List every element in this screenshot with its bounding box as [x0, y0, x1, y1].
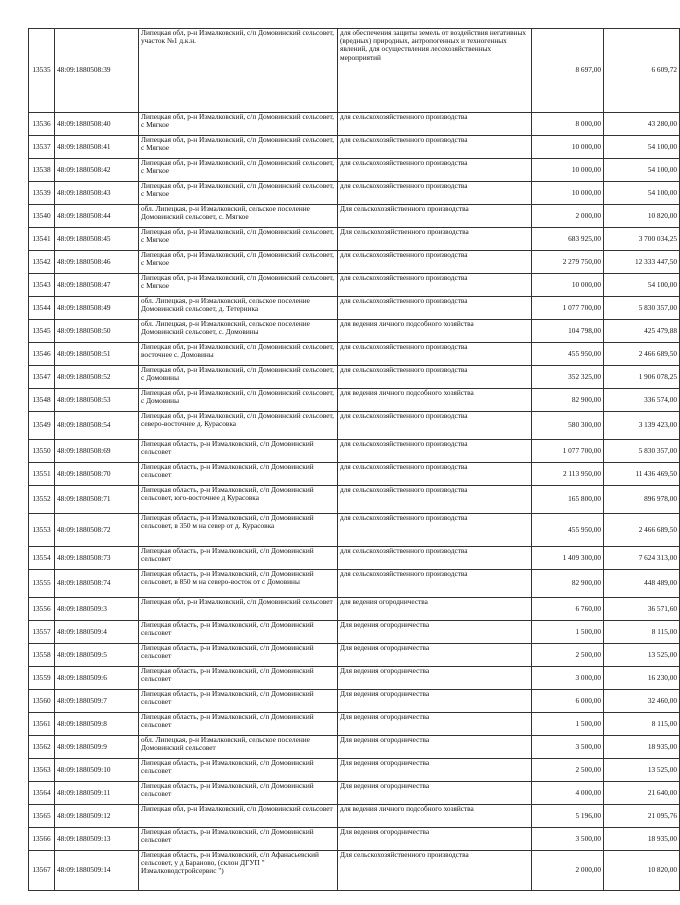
- table-row: [29, 547, 680, 570]
- cadastral-number-cell: 48:09:1880509:14: [55, 851, 139, 891]
- address-cell: Липецкая обл, р-н Измалковский, с/п Домовинский сельсовет, с Домовины: [139, 389, 338, 412]
- area-cell: 1 409 300,00: [532, 547, 604, 570]
- area-cell: 455 950,00: [532, 514, 604, 547]
- permitted-use-cell: для сельскохозяйственного производства: [338, 159, 532, 182]
- table-row: [29, 182, 680, 205]
- table-row: [29, 205, 680, 228]
- row-number-cell: 13552: [29, 486, 55, 514]
- address-cell: Липецкая обл, р-н Измалковский, с/п Домовинский сельсовет, с Мягкое: [139, 136, 338, 159]
- table-row: [29, 159, 680, 182]
- table-row: [29, 713, 680, 736]
- row-number-cell: 13567: [29, 851, 55, 891]
- cadastral-value-cell: 54 100,00: [604, 136, 680, 159]
- table-row: [29, 366, 680, 389]
- row-number-cell: 13548: [29, 389, 55, 412]
- cadastral-value-cell: 11 436 469,50: [604, 463, 680, 486]
- cadastral-number-cell: 48:09:1880508:49: [55, 297, 139, 320]
- table-row: [29, 759, 680, 782]
- cadastral-value-cell: 5 830 357,00: [604, 440, 680, 463]
- permitted-use-cell: для сельскохозяйственного производства: [338, 486, 532, 514]
- table-row: [29, 412, 680, 440]
- cadastral-number-cell: 48:09:1880509:12: [55, 805, 139, 828]
- cadastral-number-cell: 48:09:1880508:53: [55, 389, 139, 412]
- address-cell: Липецкая область, р-н Измалковский, с/п Домовинский сельсовет, юго-восточнее д Курасовка: [139, 486, 338, 514]
- area-cell: 6 000,00: [532, 690, 604, 713]
- permitted-use-cell: для ведения личного подсобного хозяйства: [338, 389, 532, 412]
- area-cell: 10 000,00: [532, 136, 604, 159]
- area-cell: 3 000,00: [532, 667, 604, 690]
- permitted-use-cell: для ведения личного подсобного хозяйства: [338, 805, 532, 828]
- area-cell: 165 800,00: [532, 486, 604, 514]
- address-cell: Липецкая область, р-н Измалковский, с/п Афанасьевский сельсовет, у д Бараново, (склон ДГУП " Измалководстройсервис "): [139, 851, 338, 891]
- address-cell: Липецкая обл, р-н Измалковский, с/п Домовинский сельсовет, с Мягкое: [139, 159, 338, 182]
- row-number-cell: 13542: [29, 251, 55, 274]
- area-cell: 683 925,00: [532, 228, 604, 251]
- cadastral-value-cell: 18 935,00: [604, 828, 680, 851]
- permitted-use-cell: для обеспечения защиты земель от воздействия негативных (вредных) природных, антропогенных и техногенных явлений, для осуществления лесохозяйственных мероприятий: [338, 29, 532, 113]
- cadastral-value-cell: 10 820,00: [604, 851, 680, 891]
- table-row: [29, 828, 680, 851]
- cadastral-number-cell: 48:09:1880508:42: [55, 159, 139, 182]
- area-cell: 82 900,00: [532, 389, 604, 412]
- cadastral-number-cell: 48:09:1880508:44: [55, 205, 139, 228]
- address-cell: Липецкая область, р-н Измалковский, с/п Домовинский сельсовет, в 850 м на северо-восток от с Домовины: [139, 570, 338, 598]
- table-row: [29, 805, 680, 828]
- table-row: [29, 598, 680, 621]
- area-cell: 3 500,00: [532, 736, 604, 759]
- permitted-use-cell: Для ведения огородничества: [338, 621, 532, 644]
- permitted-use-cell: Для ведения огородничества: [338, 759, 532, 782]
- cadastral-table: [28, 28, 680, 891]
- cadastral-value-cell: 896 978,00: [604, 486, 680, 514]
- address-cell: Липецкая область, р-н Измалковский, с/п Домовинский сельсовет: [139, 828, 338, 851]
- row-number-cell: 13561: [29, 713, 55, 736]
- area-cell: 455 950,00: [532, 343, 604, 366]
- cadastral-number-cell: 48:09:1880509:5: [55, 644, 139, 667]
- cadastral-value-cell: 36 571,60: [604, 598, 680, 621]
- area-cell: 1 077 700,00: [532, 297, 604, 320]
- cadastral-number-cell: 48:09:1880508:70: [55, 463, 139, 486]
- table-row: [29, 113, 680, 136]
- row-number-cell: 13551: [29, 463, 55, 486]
- area-cell: 10 000,00: [532, 159, 604, 182]
- cadastral-value-cell: 5 830 357,00: [604, 297, 680, 320]
- cadastral-value-cell: 8 115,00: [604, 713, 680, 736]
- cadastral-number-cell: 48:09:1880508:73: [55, 547, 139, 570]
- table-row: [29, 29, 680, 113]
- permitted-use-cell: для сельскохозяйственного производства: [338, 366, 532, 389]
- table-row: [29, 667, 680, 690]
- cadastral-value-cell: 8 115,00: [604, 621, 680, 644]
- cadastral-number-cell: 48:09:1880508:74: [55, 570, 139, 598]
- cadastral-value-cell: 18 935,00: [604, 736, 680, 759]
- area-cell: 8 697,00: [532, 29, 604, 113]
- row-number-cell: 13564: [29, 782, 55, 805]
- address-cell: Липецкая область, р-н Измалковский, с/п Домовинский сельсовет: [139, 440, 338, 463]
- area-cell: 2 113 950,00: [532, 463, 604, 486]
- cadastral-value-cell: 425 479,88: [604, 320, 680, 343]
- area-cell: 5 196,00: [532, 805, 604, 828]
- address-cell: Липецкая область, р-н Измалковский, с/п Домовинский сельсовет: [139, 621, 338, 644]
- cadastral-value-cell: 32 460,00: [604, 690, 680, 713]
- address-cell: Липецкая область, р-н Измалковский, с/п Домовинский сельсовет: [139, 463, 338, 486]
- address-cell: Липецкая обл, р-н Измалковский, с/п Домовинский сельсовет, северо-восточнее д. Курасовка: [139, 412, 338, 440]
- table-row: [29, 389, 680, 412]
- table-row: [29, 486, 680, 514]
- address-cell: Липецкая область, р-н Измалковский, с/п Домовинский сельсовет: [139, 690, 338, 713]
- cadastral-value-cell: 3 139 423,00: [604, 412, 680, 440]
- table-row: [29, 463, 680, 486]
- table-row: [29, 851, 680, 891]
- permitted-use-cell: для сельскохозяйственного производства: [338, 440, 532, 463]
- cadastral-number-cell: 48:09:1880508:45: [55, 228, 139, 251]
- cadastral-number-cell: 48:09:1880508:46: [55, 251, 139, 274]
- cadastral-number-cell: 48:09:1880509:3: [55, 598, 139, 621]
- cadastral-value-cell: 16 230,00: [604, 667, 680, 690]
- area-cell: 10 000,00: [532, 274, 604, 297]
- row-number-cell: 13560: [29, 690, 55, 713]
- cadastral-number-cell: 48:09:1880508:52: [55, 366, 139, 389]
- cadastral-value-cell: 54 100,00: [604, 274, 680, 297]
- permitted-use-cell: для сельскохозяйственного производства: [338, 113, 532, 136]
- row-number-cell: 13555: [29, 570, 55, 598]
- address-cell: Липецкая область, р-н Измалковский, с/п Домовинский сельсовет: [139, 667, 338, 690]
- address-cell: Липецкая обл, р-н Измалковский, с/п Домовинский сельсовет: [139, 805, 338, 828]
- row-number-cell: 13558: [29, 644, 55, 667]
- cadastral-number-cell: 48:09:1880508:71: [55, 486, 139, 514]
- address-cell: Липецкая обл, р-н Измалковский, с/п Домовинский сельсовет, с Мягкое: [139, 228, 338, 251]
- permitted-use-cell: для ведения огородничества: [338, 598, 532, 621]
- row-number-cell: 13547: [29, 366, 55, 389]
- address-cell: Липецкая обл, р-н Измалковский, с/п Домовинский сельсовет, с Мягкое: [139, 274, 338, 297]
- address-cell: Липецкая область, р-н Измалковский, с/п Домовинский сельсовет: [139, 547, 338, 570]
- row-number-cell: 13543: [29, 274, 55, 297]
- cadastral-value-cell: 10 820,00: [604, 205, 680, 228]
- area-cell: 6 760,00: [532, 598, 604, 621]
- permitted-use-cell: Для ведения огородничества: [338, 690, 532, 713]
- row-number-cell: 13539: [29, 182, 55, 205]
- cadastral-value-cell: 336 574,00: [604, 389, 680, 412]
- cadastral-number-cell: 48:09:1880508:40: [55, 113, 139, 136]
- cadastral-number-cell: 48:09:1880509:8: [55, 713, 139, 736]
- permitted-use-cell: Для сельскохозяйственного производства: [338, 205, 532, 228]
- cadastral-number-cell: 48:09:1880509:6: [55, 667, 139, 690]
- cadastral-number-cell: 48:09:1880508:69: [55, 440, 139, 463]
- cadastral-number-cell: 48:09:1880508:41: [55, 136, 139, 159]
- row-number-cell: 13546: [29, 343, 55, 366]
- permitted-use-cell: Для ведения огородничества: [338, 828, 532, 851]
- address-cell: обл. Липецкая, р-н Измалковский, сельское поселение Домовинский сельсовет, с. Домовины: [139, 320, 338, 343]
- row-number-cell: 13559: [29, 667, 55, 690]
- table-row: [29, 570, 680, 598]
- area-cell: 2 000,00: [532, 205, 604, 228]
- table-row: [29, 690, 680, 713]
- area-cell: 82 900,00: [532, 570, 604, 598]
- address-cell: Липецкая обл, р-н Измалковский, с/п Домовинский сельсовет, восточнее с. Домовины: [139, 343, 338, 366]
- cadastral-value-cell: 21 640,00: [604, 782, 680, 805]
- area-cell: 8 000,00: [532, 113, 604, 136]
- permitted-use-cell: для сельскохозяйственного производства: [338, 182, 532, 205]
- table-row: [29, 514, 680, 547]
- area-cell: 10 000,00: [532, 182, 604, 205]
- area-cell: 3 500,00: [532, 828, 604, 851]
- permitted-use-cell: Для ведения огородничества: [338, 644, 532, 667]
- address-cell: Липецкая обл, р-н Измалковский, с/п Домовинский сельсовет: [139, 598, 338, 621]
- cadastral-number-cell: 48:09:1880509:10: [55, 759, 139, 782]
- cadastral-value-cell: 7 624 313,00: [604, 547, 680, 570]
- address-cell: Липецкая обл, р-н Измалковский, с/п Домовинский сельсовет, с Домовины: [139, 366, 338, 389]
- row-number-cell: 13549: [29, 412, 55, 440]
- table-body: [29, 29, 680, 891]
- row-number-cell: 13553: [29, 514, 55, 547]
- cadastral-number-cell: 48:09:1880508:54: [55, 412, 139, 440]
- area-cell: 2 500,00: [532, 644, 604, 667]
- area-cell: 1 500,00: [532, 713, 604, 736]
- table-row: [29, 621, 680, 644]
- permitted-use-cell: для сельскохозяйственного производства: [338, 343, 532, 366]
- area-cell: 2 000,00: [532, 851, 604, 891]
- permitted-use-cell: для сельскохозяйственного производства: [338, 547, 532, 570]
- cadastral-number-cell: 48:09:1880509:7: [55, 690, 139, 713]
- cadastral-value-cell: 6 609,72: [604, 29, 680, 113]
- table-row: [29, 228, 680, 251]
- address-cell: обл. Липецкая, р-н Измалковский, сельское поселение Домовинский сельсовет, д. Тетерника: [139, 297, 338, 320]
- cadastral-value-cell: 2 466 689,50: [604, 514, 680, 547]
- row-number-cell: 13565: [29, 805, 55, 828]
- row-number-cell: 13556: [29, 598, 55, 621]
- table-row: [29, 440, 680, 463]
- permitted-use-cell: для сельскохозяйственного производства: [338, 274, 532, 297]
- cadastral-value-cell: 1 906 078,25: [604, 366, 680, 389]
- row-number-cell: 13541: [29, 228, 55, 251]
- permitted-use-cell: для сельскохозяйственного производства: [338, 297, 532, 320]
- permitted-use-cell: Для ведения огородничества: [338, 667, 532, 690]
- row-number-cell: 13563: [29, 759, 55, 782]
- address-cell: Липецкая область, р-н Измалковский, с/п Домовинский сельсовет: [139, 759, 338, 782]
- cadastral-value-cell: 54 100,00: [604, 159, 680, 182]
- permitted-use-cell: для ведения личного подсобного хозяйства: [338, 320, 532, 343]
- cadastral-number-cell: 48:09:1880508:72: [55, 514, 139, 547]
- area-cell: 580 300,00: [532, 412, 604, 440]
- cadastral-value-cell: 3 700 034,25: [604, 228, 680, 251]
- permitted-use-cell: Для ведения огородничества: [338, 736, 532, 759]
- table-row: [29, 644, 680, 667]
- row-number-cell: 13536: [29, 113, 55, 136]
- permitted-use-cell: для сельскохозяйственного производства: [338, 251, 532, 274]
- permitted-use-cell: для сельскохозяйственного производства: [338, 570, 532, 598]
- permitted-use-cell: для сельскохозяйственного производства: [338, 514, 532, 547]
- cadastral-value-cell: 54 100,00: [604, 182, 680, 205]
- row-number-cell: 13566: [29, 828, 55, 851]
- row-number-cell: 13544: [29, 297, 55, 320]
- permitted-use-cell: Для сельскохозяйственного производства: [338, 851, 532, 891]
- table-row: [29, 274, 680, 297]
- address-cell: Липецкая область, р-н Измалковский, с/п Домовинский сельсовет: [139, 782, 338, 805]
- cadastral-number-cell: 48:09:1880508:51: [55, 343, 139, 366]
- address-cell: Липецкая область, р-н Измалковский, с/п Домовинский сельсовет: [139, 713, 338, 736]
- permitted-use-cell: для сельскохозяйственного производства: [338, 463, 532, 486]
- cadastral-value-cell: 13 525,00: [604, 644, 680, 667]
- row-number-cell: 13554: [29, 547, 55, 570]
- cadastral-number-cell: 48:09:1880508:50: [55, 320, 139, 343]
- address-cell: обл. Липецкая, р-н Измалковский, сельское поселение Домовинский сельсовет: [139, 736, 338, 759]
- table-row: [29, 136, 680, 159]
- area-cell: 2 279 750,00: [532, 251, 604, 274]
- permitted-use-cell: для сельскохозяйственного производства: [338, 136, 532, 159]
- row-number-cell: 13557: [29, 621, 55, 644]
- permitted-use-cell: Для сельскохозяйственного производства: [338, 228, 532, 251]
- cadastral-value-cell: 12 333 447,50: [604, 251, 680, 274]
- row-number-cell: 13545: [29, 320, 55, 343]
- cadastral-value-cell: 2 466 689,50: [604, 343, 680, 366]
- row-number-cell: 13538: [29, 159, 55, 182]
- address-cell: обл. Липецкая, р-н Измалковский, сельское поселение Домовинский сельсовет, с. Мягкое: [139, 205, 338, 228]
- permitted-use-cell: для сельскохозяйственного производства: [338, 412, 532, 440]
- row-number-cell: 13537: [29, 136, 55, 159]
- cadastral-number-cell: 48:09:1880508:39: [55, 29, 139, 113]
- table-row: [29, 320, 680, 343]
- permitted-use-cell: Для ведения огородничества: [338, 713, 532, 736]
- area-cell: 104 798,00: [532, 320, 604, 343]
- table-row: [29, 297, 680, 320]
- cadastral-number-cell: 48:09:1880509:9: [55, 736, 139, 759]
- table-row: [29, 343, 680, 366]
- area-cell: 1 500,00: [532, 621, 604, 644]
- cadastral-number-cell: 48:09:1880509:11: [55, 782, 139, 805]
- table-row: [29, 251, 680, 274]
- row-number-cell: 13562: [29, 736, 55, 759]
- cadastral-value-cell: 21 095,76: [604, 805, 680, 828]
- cadastral-value-cell: 43 280,00: [604, 113, 680, 136]
- row-number-cell: 13540: [29, 205, 55, 228]
- area-cell: 1 077 700,00: [532, 440, 604, 463]
- address-cell: Липецкая обл, р-н Измалковский, с/п Домовинский сельсовет, с Мягкое: [139, 251, 338, 274]
- table-row: [29, 736, 680, 759]
- area-cell: 4 000,00: [532, 782, 604, 805]
- permitted-use-cell: Для ведения огородничества: [338, 782, 532, 805]
- table-row: [29, 782, 680, 805]
- area-cell: 352 325,00: [532, 366, 604, 389]
- cadastral-number-cell: 48:09:1880508:43: [55, 182, 139, 205]
- cadastral-value-cell: 13 525,00: [604, 759, 680, 782]
- address-cell: Липецкая область, р-н Измалковский, с/п Домовинский сельсовет: [139, 644, 338, 667]
- cadastral-value-cell: 448 489,00: [604, 570, 680, 598]
- address-cell: Липецкая обл, р-н Измалковский, с/п Домовинский сельсовет, с Мягкое: [139, 113, 338, 136]
- address-cell: Липецкая область, р-н Измалковский, с/п Домовинский сельсовет, в 350 м на север от д. Курасовка: [139, 514, 338, 547]
- cadastral-number-cell: 48:09:1880509:13: [55, 828, 139, 851]
- address-cell: Липецкая обл, р-н Измалковский, с/п Домовинский сельсовет, с Мягкое: [139, 182, 338, 205]
- address-cell: Липецкая обл, р-н Измалковский, с/п Домовинский сельсовет, участок №1 д.к.н.: [139, 29, 338, 113]
- row-number-cell: 13535: [29, 29, 55, 113]
- row-number-cell: 13550: [29, 440, 55, 463]
- cadastral-number-cell: 48:09:1880509:4: [55, 621, 139, 644]
- area-cell: 2 500,00: [532, 759, 604, 782]
- cadastral-number-cell: 48:09:1880508:47: [55, 274, 139, 297]
